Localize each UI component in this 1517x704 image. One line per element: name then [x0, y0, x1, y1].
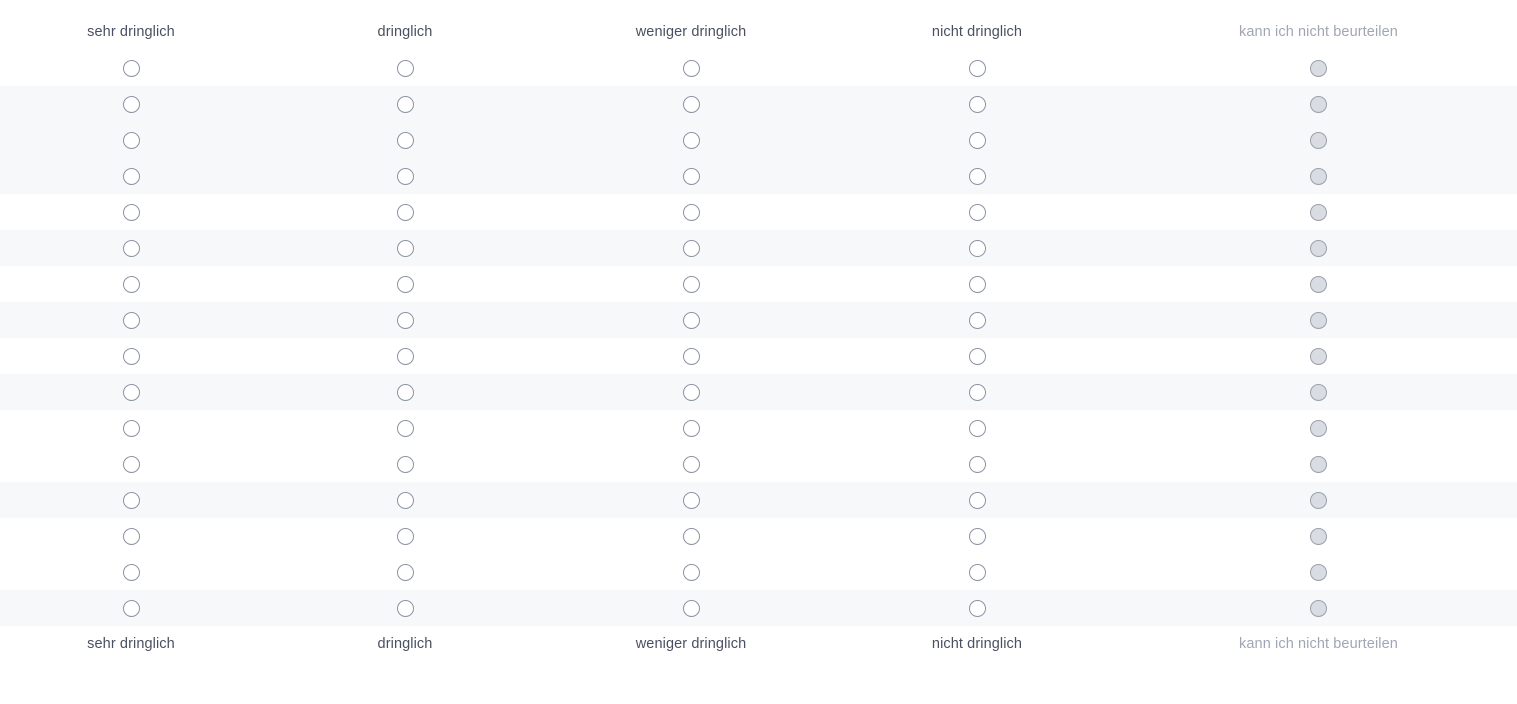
radio-cell-dringlich[interactable] — [262, 518, 548, 554]
radio-cell-dringlich[interactable] — [262, 554, 548, 590]
radio-weniger-dringlich[interactable] — [683, 348, 700, 365]
radio-weniger-dringlich[interactable] — [683, 96, 700, 113]
radio-cell-sehr-dringlich[interactable] — [0, 554, 262, 590]
radio-sehr-dringlich[interactable] — [123, 240, 140, 257]
radio-nicht-dringlich[interactable] — [969, 132, 986, 149]
radio-kann-ich-nicht-beurteilen — [1310, 96, 1327, 113]
radio-cell-dringlich[interactable] — [262, 86, 548, 122]
radio-cell-sehr-dringlich[interactable] — [0, 194, 262, 230]
radio-cell-weniger-dringlich[interactable] — [548, 482, 834, 518]
table-row — [0, 230, 1517, 266]
radio-nicht-dringlich[interactable] — [969, 420, 986, 437]
radio-cell-dringlich[interactable] — [262, 122, 548, 158]
radio-sehr-dringlich[interactable] — [123, 132, 140, 149]
radio-nicht-dringlich[interactable] — [969, 456, 986, 473]
radio-weniger-dringlich[interactable] — [683, 60, 700, 77]
radio-dringlich[interactable] — [397, 96, 414, 113]
table-row — [0, 302, 1517, 338]
radio-kann-ich-nicht-beurteilen — [1310, 528, 1327, 545]
radio-cell-sehr-dringlich[interactable] — [0, 446, 262, 482]
radio-dringlich[interactable] — [397, 60, 414, 77]
radio-dringlich[interactable] — [397, 456, 414, 473]
radio-cell-kann-ich-nicht-beurteilen — [1120, 158, 1517, 194]
radio-nicht-dringlich[interactable] — [969, 348, 986, 365]
radio-cell-dringlich[interactable] — [262, 158, 548, 194]
radio-dringlich[interactable] — [397, 168, 414, 185]
radio-cell-nicht-dringlich[interactable] — [834, 266, 1120, 302]
radio-sehr-dringlich[interactable] — [123, 276, 140, 293]
radio-cell-sehr-dringlich[interactable] — [0, 374, 262, 410]
radio-weniger-dringlich[interactable] — [683, 528, 700, 545]
radio-dringlich[interactable] — [397, 240, 414, 257]
radio-cell-dringlich[interactable] — [262, 590, 548, 626]
column-header-nicht-dringlich: nicht dringlich — [931, 24, 1023, 40]
radio-weniger-dringlich[interactable] — [683, 492, 700, 509]
radio-cell-nicht-dringlich[interactable] — [834, 50, 1120, 86]
radio-cell-nicht-dringlich[interactable] — [834, 482, 1120, 518]
radio-kann-ich-nicht-beurteilen — [1310, 348, 1327, 365]
radio-cell-weniger-dringlich[interactable] — [548, 86, 834, 122]
radio-cell-dringlich[interactable] — [262, 50, 548, 86]
table-row — [0, 446, 1517, 482]
radio-cell-dringlich[interactable] — [262, 410, 548, 446]
matrix-header-labels — [0, 0, 1517, 50]
column-footer-kann-ich-nicht-beurteilen: kann ich nicht beurteilen — [1239, 636, 1398, 652]
radio-cell-dringlich[interactable] — [262, 194, 548, 230]
radio-nicht-dringlich[interactable] — [969, 528, 986, 545]
radio-cell-kann-ich-nicht-beurteilen — [1120, 266, 1517, 302]
table-row — [0, 374, 1517, 410]
radio-cell-kann-ich-nicht-beurteilen — [1120, 338, 1517, 374]
radio-nicht-dringlich[interactable] — [969, 312, 986, 329]
table-row — [0, 554, 1517, 590]
radio-sehr-dringlich[interactable] — [123, 168, 140, 185]
radio-weniger-dringlich[interactable] — [683, 276, 700, 293]
radio-cell-weniger-dringlich[interactable] — [548, 554, 834, 590]
radio-cell-nicht-dringlich[interactable] — [834, 590, 1120, 626]
radio-cell-kann-ich-nicht-beurteilen — [1120, 230, 1517, 266]
matrix-rows — [0, 50, 1517, 626]
radio-dringlich[interactable] — [397, 564, 414, 581]
radio-cell-sehr-dringlich[interactable] — [0, 86, 262, 122]
table-row — [0, 158, 1517, 194]
radio-nicht-dringlich[interactable] — [969, 204, 986, 221]
table-row — [0, 50, 1517, 86]
column-footer-nicht-dringlich: nicht dringlich — [931, 636, 1023, 652]
radio-kann-ich-nicht-beurteilen — [1310, 240, 1327, 257]
radio-cell-dringlich[interactable] — [262, 338, 548, 374]
radio-cell-dringlich[interactable] — [262, 446, 548, 482]
table-row — [0, 122, 1517, 158]
radio-cell-sehr-dringlich[interactable] — [0, 122, 262, 158]
radio-nicht-dringlich[interactable] — [969, 168, 986, 185]
radio-kann-ich-nicht-beurteilen — [1310, 276, 1327, 293]
radio-cell-dringlich[interactable] — [262, 266, 548, 302]
radio-dringlich[interactable] — [397, 384, 414, 401]
radio-kann-ich-nicht-beurteilen — [1310, 132, 1327, 149]
radio-cell-kann-ich-nicht-beurteilen — [1120, 194, 1517, 230]
radio-nicht-dringlich[interactable] — [969, 60, 986, 77]
table-row — [0, 482, 1517, 518]
radio-dringlich[interactable] — [397, 276, 414, 293]
table-row — [0, 410, 1517, 446]
radio-weniger-dringlich[interactable] — [683, 204, 700, 221]
radio-dringlich[interactable] — [397, 600, 414, 617]
radio-nicht-dringlich[interactable] — [969, 240, 986, 257]
radio-cell-nicht-dringlich[interactable] — [834, 158, 1120, 194]
radio-sehr-dringlich[interactable] — [123, 204, 140, 221]
radio-weniger-dringlich[interactable] — [683, 600, 700, 617]
radio-cell-weniger-dringlich[interactable] — [548, 446, 834, 482]
radio-nicht-dringlich[interactable] — [969, 492, 986, 509]
radio-cell-nicht-dringlich[interactable] — [834, 86, 1120, 122]
table-row — [0, 590, 1517, 626]
radio-cell-dringlich[interactable] — [262, 374, 548, 410]
radio-cell-nicht-dringlich[interactable] — [834, 518, 1120, 554]
radio-weniger-dringlich[interactable] — [683, 132, 700, 149]
radio-weniger-dringlich[interactable] — [683, 312, 700, 329]
radio-cell-sehr-dringlich[interactable] — [0, 590, 262, 626]
radio-sehr-dringlich[interactable] — [123, 384, 140, 401]
radio-sehr-dringlich[interactable] — [123, 96, 140, 113]
column-footer-dringlich: dringlich — [377, 636, 433, 652]
radio-cell-sehr-dringlich[interactable] — [0, 266, 262, 302]
radio-sehr-dringlich[interactable] — [123, 456, 140, 473]
radio-nicht-dringlich[interactable] — [969, 600, 986, 617]
radio-kann-ich-nicht-beurteilen — [1310, 420, 1327, 437]
radio-kann-ich-nicht-beurteilen — [1310, 456, 1327, 473]
column-header-dringlich: dringlich — [377, 24, 433, 40]
radio-cell-kann-ich-nicht-beurteilen — [1120, 50, 1517, 86]
radio-weniger-dringlich[interactable] — [683, 420, 700, 437]
radio-sehr-dringlich[interactable] — [123, 528, 140, 545]
radio-cell-nicht-dringlich[interactable] — [834, 374, 1120, 410]
radio-cell-nicht-dringlich[interactable] — [834, 446, 1120, 482]
radio-cell-kann-ich-nicht-beurteilen — [1120, 554, 1517, 590]
radio-cell-sehr-dringlich[interactable] — [0, 410, 262, 446]
table-row — [0, 194, 1517, 230]
column-header-sehr-dringlich: sehr dringlich — [87, 24, 175, 40]
radio-cell-nicht-dringlich[interactable] — [834, 410, 1120, 446]
radio-nicht-dringlich[interactable] — [969, 384, 986, 401]
radio-cell-dringlich[interactable] — [262, 482, 548, 518]
radio-cell-weniger-dringlich[interactable] — [548, 122, 834, 158]
radio-cell-sehr-dringlich[interactable] — [0, 50, 262, 86]
column-footer-sehr-dringlich: sehr dringlich — [87, 636, 175, 652]
radio-cell-kann-ich-nicht-beurteilen — [1120, 122, 1517, 158]
radio-kann-ich-nicht-beurteilen — [1310, 564, 1327, 581]
radio-cell-kann-ich-nicht-beurteilen — [1120, 302, 1517, 338]
radio-cell-weniger-dringlich[interactable] — [548, 266, 834, 302]
column-header-weniger-dringlich: weniger dringlich — [635, 24, 747, 40]
radio-sehr-dringlich[interactable] — [123, 60, 140, 77]
radio-cell-nicht-dringlich[interactable] — [834, 230, 1120, 266]
matrix-footer-labels — [0, 626, 1517, 662]
radio-dringlich[interactable] — [397, 348, 414, 365]
radio-cell-nicht-dringlich[interactable] — [834, 554, 1120, 590]
table-row — [0, 86, 1517, 122]
table-row — [0, 338, 1517, 374]
radio-kann-ich-nicht-beurteilen — [1310, 384, 1327, 401]
radio-cell-kann-ich-nicht-beurteilen — [1120, 86, 1517, 122]
radio-cell-weniger-dringlich[interactable] — [548, 338, 834, 374]
radio-cell-kann-ich-nicht-beurteilen — [1120, 482, 1517, 518]
table-row — [0, 266, 1517, 302]
radio-weniger-dringlich[interactable] — [683, 564, 700, 581]
radio-nicht-dringlich[interactable] — [969, 276, 986, 293]
radio-dringlich[interactable] — [397, 420, 414, 437]
radio-weniger-dringlich[interactable] — [683, 240, 700, 257]
radio-weniger-dringlich[interactable] — [683, 384, 700, 401]
radio-cell-weniger-dringlich[interactable] — [548, 302, 834, 338]
radio-dringlich[interactable] — [397, 204, 414, 221]
radio-sehr-dringlich[interactable] — [123, 348, 140, 365]
table-row — [0, 518, 1517, 554]
radio-cell-kann-ich-nicht-beurteilen — [1120, 374, 1517, 410]
radio-kann-ich-nicht-beurteilen — [1310, 204, 1327, 221]
column-footer-weniger-dringlich: weniger dringlich — [635, 636, 747, 652]
radio-cell-kann-ich-nicht-beurteilen — [1120, 518, 1517, 554]
radio-dringlich[interactable] — [397, 528, 414, 545]
radio-weniger-dringlich[interactable] — [683, 168, 700, 185]
radio-cell-sehr-dringlich[interactable] — [0, 302, 262, 338]
radio-kann-ich-nicht-beurteilen — [1310, 60, 1327, 77]
radio-cell-kann-ich-nicht-beurteilen — [1120, 590, 1517, 626]
radio-cell-nicht-dringlich[interactable] — [834, 338, 1120, 374]
radio-cell-weniger-dringlich[interactable] — [548, 518, 834, 554]
radio-sehr-dringlich[interactable] — [123, 312, 140, 329]
radio-kann-ich-nicht-beurteilen — [1310, 312, 1327, 329]
radio-cell-sehr-dringlich[interactable] — [0, 158, 262, 194]
radio-cell-weniger-dringlich[interactable] — [548, 590, 834, 626]
radio-cell-kann-ich-nicht-beurteilen — [1120, 446, 1517, 482]
radio-cell-dringlich[interactable] — [262, 230, 548, 266]
radio-nicht-dringlich[interactable] — [969, 564, 986, 581]
radio-sehr-dringlich[interactable] — [123, 420, 140, 437]
radio-cell-sehr-dringlich[interactable] — [0, 230, 262, 266]
radio-cell-kann-ich-nicht-beurteilen — [1120, 410, 1517, 446]
radio-cell-sehr-dringlich[interactable] — [0, 482, 262, 518]
radio-cell-sehr-dringlich[interactable] — [0, 338, 262, 374]
radio-cell-nicht-dringlich[interactable] — [834, 122, 1120, 158]
radio-dringlich[interactable] — [397, 312, 414, 329]
radio-cell-weniger-dringlich[interactable] — [548, 50, 834, 86]
radio-dringlich[interactable] — [397, 492, 414, 509]
radio-cell-weniger-dringlich[interactable] — [548, 374, 834, 410]
radio-nicht-dringlich[interactable] — [969, 96, 986, 113]
radio-cell-sehr-dringlich[interactable] — [0, 518, 262, 554]
radio-cell-weniger-dringlich[interactable] — [548, 194, 834, 230]
radio-cell-nicht-dringlich[interactable] — [834, 302, 1120, 338]
radio-kann-ich-nicht-beurteilen — [1310, 168, 1327, 185]
radio-cell-dringlich[interactable] — [262, 302, 548, 338]
radio-sehr-dringlich[interactable] — [123, 492, 140, 509]
radio-dringlich[interactable] — [397, 132, 414, 149]
radio-cell-weniger-dringlich[interactable] — [548, 158, 834, 194]
radio-kann-ich-nicht-beurteilen — [1310, 492, 1327, 509]
radio-kann-ich-nicht-beurteilen — [1310, 600, 1327, 617]
radio-weniger-dringlich[interactable] — [683, 456, 700, 473]
radio-cell-nicht-dringlich[interactable] — [834, 194, 1120, 230]
radio-cell-weniger-dringlich[interactable] — [548, 230, 834, 266]
radio-sehr-dringlich[interactable] — [123, 564, 140, 581]
radio-cell-weniger-dringlich[interactable] — [548, 410, 834, 446]
column-header-kann-ich-nicht-beurteilen: kann ich nicht beurteilen — [1239, 24, 1398, 40]
radio-sehr-dringlich[interactable] — [123, 600, 140, 617]
